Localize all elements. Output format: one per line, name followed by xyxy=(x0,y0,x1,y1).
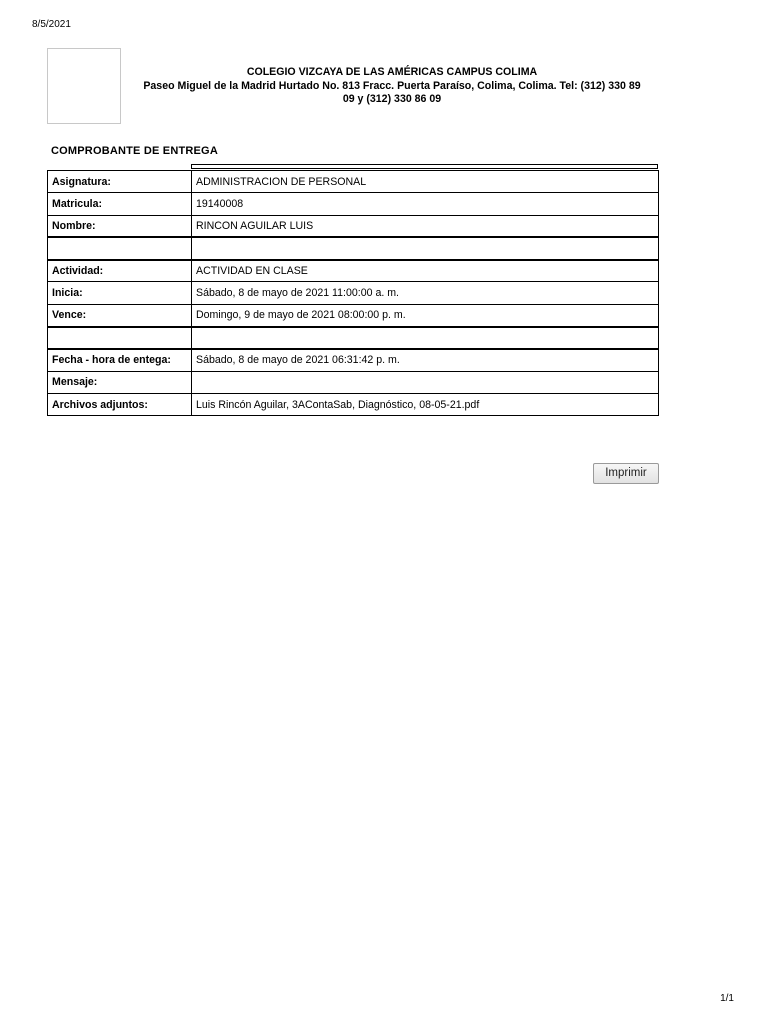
value-fecha-entrega: Sábado, 8 de mayo de 2021 06:31:42 p. m. xyxy=(192,349,659,371)
label-inicia: Inicia: xyxy=(48,282,192,304)
row-spacer xyxy=(48,237,659,259)
school-phone: 09 y (312) 330 86 09 xyxy=(342,93,442,105)
value-asignatura: ADMINISTRACION DE PERSONAL xyxy=(192,171,659,193)
print-button[interactable]: Imprimir xyxy=(593,463,659,484)
label-fecha-entrega: Fecha - hora de entega: xyxy=(48,349,192,371)
spacer-cell xyxy=(48,237,192,259)
row-mensaje xyxy=(48,371,659,393)
row-inicia xyxy=(48,282,659,304)
receipt-title: COMPROBANTE DE ENTREGA xyxy=(51,145,218,157)
row-fecha-entrega xyxy=(48,349,659,371)
school-address: Paseo Miguel de la Madrid Hurtado No. 813 Fracc. Puerta Paraíso, Colima, Colima. Tel: (312) 330 89 xyxy=(143,79,641,92)
value-archivos: Luis Rincón Aguilar, 3AContaSab, Diagnóstico, 08-05-21.pdf xyxy=(192,393,659,415)
school-header xyxy=(122,66,662,107)
label-mensaje: Mensaje: xyxy=(48,371,192,393)
page-number: 1/1 xyxy=(720,993,734,1004)
value-matricula: 19140008 xyxy=(192,193,659,215)
label-actividad: Actividad: xyxy=(48,260,192,282)
label-asignatura: Asignatura: xyxy=(48,171,192,193)
receipt-table xyxy=(47,170,659,416)
value-inicia: Sábado, 8 de mayo de 2021 11:00:00 a. m. xyxy=(192,282,659,304)
row-vence xyxy=(48,304,659,326)
label-archivos: Archivos adjuntos: xyxy=(48,393,192,415)
label-vence: Vence: xyxy=(48,304,192,326)
logo-placeholder xyxy=(47,48,121,124)
label-nombre: Nombre: xyxy=(48,215,192,237)
value-vence: Domingo, 9 de mayo de 2021 08:00:00 p. m. xyxy=(192,304,659,326)
row-nombre xyxy=(48,215,659,237)
row-matricula xyxy=(48,193,659,215)
spacer-cell xyxy=(48,327,192,349)
value-actividad: ACTIVIDAD EN CLASE xyxy=(192,260,659,282)
row-archivos xyxy=(48,393,659,415)
school-name: COLEGIO VIZCAYA DE LAS AMÉRICAS CAMPUS COLIMA xyxy=(246,66,538,78)
label-matricula: Matricula: xyxy=(48,193,192,215)
row-asignatura xyxy=(48,171,659,193)
print-date: 8/5/2021 xyxy=(32,19,71,30)
spacer-cell xyxy=(192,327,659,349)
row-spacer xyxy=(48,327,659,349)
value-nombre: RINCON AGUILAR LUIS xyxy=(192,215,659,237)
spacer-cell xyxy=(192,237,659,259)
table-top-bar xyxy=(191,164,658,169)
value-mensaje xyxy=(192,371,659,393)
row-actividad xyxy=(48,260,659,282)
